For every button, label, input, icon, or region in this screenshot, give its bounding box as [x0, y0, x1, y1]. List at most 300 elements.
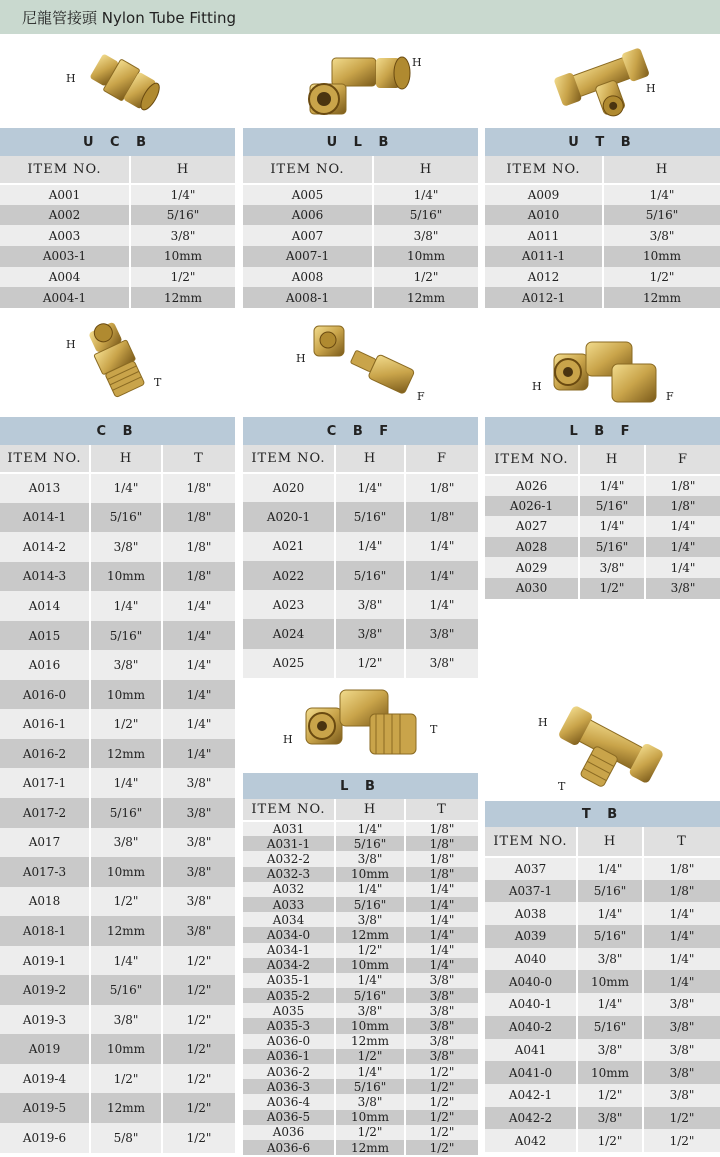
table-cell: A018-1 [0, 916, 90, 946]
table-cell: A030 [485, 578, 579, 599]
table-cell: 5/16" [335, 502, 405, 531]
table-cell: 3/8" [577, 1039, 643, 1062]
page-header [0, 0, 720, 34]
table-cell: A035-1 [243, 973, 335, 988]
table-row [0, 887, 235, 917]
lb-fitting-photo [300, 682, 426, 758]
utb-fitting-photo [552, 36, 652, 120]
table-cell: A032-2 [243, 851, 335, 866]
table-cell: A016-2 [0, 739, 90, 769]
table-cell: A040 [485, 948, 577, 971]
cbf-h-label: H [296, 352, 306, 365]
table-cell: 1/8" [643, 880, 720, 903]
table-cell: 1/2" [643, 1107, 720, 1130]
table-cell: A040-0 [485, 970, 577, 993]
cb-title: C B [0, 417, 235, 445]
table-cell: 1/4" [645, 557, 720, 578]
table-cell: A029 [485, 557, 579, 578]
table-cell: A042-1 [485, 1084, 577, 1107]
table-cell: A003 [0, 225, 130, 246]
table-cell: 3/8" [90, 1005, 162, 1035]
table-cell: 5/8" [90, 1123, 162, 1153]
table-cell: 1/4" [335, 532, 405, 561]
table-cell: A019 [0, 1034, 90, 1064]
utb-table [485, 128, 720, 308]
table-row [0, 975, 235, 1005]
column-header: ITEM NO. [485, 445, 579, 475]
table-row [485, 902, 720, 925]
table-cell: A040-2 [485, 1016, 577, 1039]
lbf-table-block [485, 417, 720, 599]
table-cell: A039 [485, 925, 577, 948]
table-row [243, 267, 478, 288]
cb-fitting-photo [76, 320, 156, 400]
table-cell: 3/8" [643, 1039, 720, 1062]
table-cell: 1/2" [405, 1064, 478, 1079]
utb-title: U T B [485, 128, 720, 156]
table-cell: 1/4" [90, 768, 162, 798]
table-cell: 3/8" [645, 578, 720, 599]
table-cell: 3/8" [335, 851, 405, 866]
table-cell: 5/16" [579, 496, 645, 517]
table-cell: A035 [243, 1003, 335, 1018]
table-cell: 5/16" [130, 205, 235, 226]
table-cell: 5/16" [577, 1016, 643, 1039]
table-cell: 1/2" [130, 267, 235, 288]
table-cell: 1/2" [405, 1079, 478, 1094]
table-cell: 1/4" [130, 184, 235, 205]
table-cell: A036-6 [243, 1140, 335, 1155]
table-cell: A031-1 [243, 836, 335, 851]
table-row [0, 225, 235, 246]
tb-table [485, 801, 720, 1152]
table-cell: A028 [485, 537, 579, 558]
table-cell: 1/4" [162, 739, 235, 769]
table-cell: A036-1 [243, 1049, 335, 1064]
utb-h-label: H [646, 82, 656, 95]
page-title: 尼龍管接頭 Nylon Tube Fitting [22, 8, 237, 27]
table-row [485, 857, 720, 880]
table-row [0, 828, 235, 858]
table-cell: 3/8" [162, 887, 235, 917]
table-cell: A037-1 [485, 880, 577, 903]
table-row [485, 184, 720, 205]
table-cell: A010 [485, 205, 603, 226]
table-cell: 10mm [130, 246, 235, 267]
ucb-table [0, 128, 235, 308]
table-cell: A002 [0, 205, 130, 226]
table-row [0, 916, 235, 946]
table-row [485, 1084, 720, 1107]
table-row [243, 1064, 478, 1079]
table-cell: A005 [243, 184, 373, 205]
table-cell: 1/4" [405, 912, 478, 927]
table-cell: A027 [485, 516, 579, 537]
table-row [243, 1140, 478, 1155]
table-cell: 5/16" [577, 925, 643, 948]
table-row [243, 1034, 478, 1049]
table-cell: 1/2" [162, 975, 235, 1005]
table-cell: 1/4" [90, 473, 162, 503]
table-cell: 1/2" [405, 1094, 478, 1109]
table-row [243, 473, 478, 502]
table-cell: 1/4" [579, 475, 645, 496]
table-cell: 3/8" [162, 916, 235, 946]
table-cell: 1/8" [405, 502, 478, 531]
lbf-h-label: H [532, 380, 542, 393]
table-cell: 5/16" [335, 561, 405, 590]
table-cell: 1/4" [90, 591, 162, 621]
table-cell: 1/4" [405, 927, 478, 942]
table-row [485, 516, 720, 537]
table-cell: 1/2" [335, 1125, 405, 1140]
table-cell: A022 [243, 561, 335, 590]
table-cell: 1/4" [579, 516, 645, 537]
table-cell: 10mm [603, 246, 720, 267]
table-cell: 1/2" [162, 946, 235, 976]
table-cell: 1/4" [162, 680, 235, 710]
cb-t-label: T [154, 376, 162, 389]
table-row [485, 1016, 720, 1039]
table-cell: 12mm [373, 287, 478, 308]
table-cell: 1/2" [405, 1140, 478, 1155]
lbf-fitting-photo [548, 334, 664, 408]
table-row [243, 225, 478, 246]
table-cell: 10mm [335, 1018, 405, 1033]
cbf-title: C B F [243, 417, 478, 445]
table-cell: 1/4" [162, 621, 235, 651]
table-row [243, 532, 478, 561]
table-cell: 3/8" [405, 619, 478, 648]
table-row [485, 1039, 720, 1062]
table-cell: A012-1 [485, 287, 603, 308]
table-cell: 1/4" [643, 948, 720, 971]
table-row [485, 537, 720, 558]
table-cell: 1/4" [577, 857, 643, 880]
table-cell: A017-2 [0, 798, 90, 828]
table-cell: 1/4" [335, 821, 405, 836]
column-header: ITEM NO. [485, 156, 603, 184]
table-cell: 1/8" [405, 836, 478, 851]
table-row [243, 184, 478, 205]
lbf-f-label: F [666, 390, 674, 403]
table-cell: 1/4" [335, 1064, 405, 1079]
table-cell: A011 [485, 225, 603, 246]
table-row [0, 650, 235, 680]
table-cell: 1/2" [162, 1034, 235, 1064]
table-cell: 1/4" [162, 709, 235, 739]
table-cell: 3/8" [130, 225, 235, 246]
table-cell: 3/8" [405, 1003, 478, 1018]
table-cell: 5/16" [90, 621, 162, 651]
ulb-table-block [243, 128, 478, 308]
table-cell: 1/4" [405, 943, 478, 958]
table-cell: 1/8" [405, 851, 478, 866]
table-cell: 1/8" [643, 857, 720, 880]
column-header: H [577, 827, 643, 857]
table-cell: A034-2 [243, 958, 335, 973]
table-cell: 1/4" [335, 473, 405, 502]
table-cell: 5/16" [335, 897, 405, 912]
column-header: H [579, 445, 645, 475]
table-cell: 5/16" [335, 836, 405, 851]
table-row [485, 496, 720, 517]
table-cell: 1/4" [373, 184, 478, 205]
table-cell: 3/8" [643, 1061, 720, 1084]
table-cell: A026 [485, 475, 579, 496]
table-cell: 3/8" [577, 948, 643, 971]
table-row [0, 1093, 235, 1123]
table-cell: 5/16" [579, 537, 645, 558]
table-cell: A026-1 [485, 496, 579, 517]
table-row [485, 205, 720, 226]
table-cell: A012 [485, 267, 603, 288]
table-cell: 1/2" [162, 1005, 235, 1035]
column-header: H [335, 445, 405, 473]
table-cell: A037 [485, 857, 577, 880]
column-header: ITEM NO. [243, 445, 335, 473]
table-row [0, 473, 235, 503]
table-cell: A023 [243, 590, 335, 619]
table-row [243, 958, 478, 973]
table-row [243, 882, 478, 897]
table-cell: A035-2 [243, 988, 335, 1003]
table-cell: A017 [0, 828, 90, 858]
table-row [0, 562, 235, 592]
utb-table-block [485, 128, 720, 308]
table-cell: 3/8" [405, 1049, 478, 1064]
table-row [485, 475, 720, 496]
table-cell: A017-1 [0, 768, 90, 798]
column-header: H [130, 156, 235, 184]
table-cell: 12mm [335, 1034, 405, 1049]
table-cell: 5/16" [603, 205, 720, 226]
table-row [243, 988, 478, 1003]
ucb-h-label: H [66, 72, 76, 85]
column-header: ITEM NO. [243, 799, 335, 821]
table-cell: 1/2" [162, 1123, 235, 1153]
cb-table-block [0, 417, 235, 1153]
lb-title: L B [243, 773, 478, 799]
ucb-title: U C B [0, 128, 235, 156]
table-row [243, 649, 478, 678]
table-cell: A006 [243, 205, 373, 226]
table-row [485, 267, 720, 288]
cbf-table-block [243, 417, 478, 678]
table-cell: 1/4" [643, 970, 720, 993]
table-cell: 1/2" [335, 649, 405, 678]
table-cell: 12mm [130, 287, 235, 308]
table-row [0, 532, 235, 562]
tb-title: T B [485, 801, 720, 827]
table-row [243, 973, 478, 988]
table-cell: 10mm [577, 970, 643, 993]
table-row [0, 1005, 235, 1035]
table-cell: 1/2" [405, 1110, 478, 1125]
cbf-table [243, 417, 478, 678]
ulb-title: U L B [243, 128, 478, 156]
table-row [243, 1003, 478, 1018]
table-row [0, 184, 235, 205]
table-cell: A016 [0, 650, 90, 680]
table-cell: 10mm [373, 246, 478, 267]
column-header: ITEM NO. [0, 156, 130, 184]
table-cell: A007 [243, 225, 373, 246]
cbf-f-label: F [417, 390, 425, 403]
table-cell: 3/8" [335, 912, 405, 927]
table-cell: A040-1 [485, 993, 577, 1016]
table-row [243, 561, 478, 590]
table-row [485, 880, 720, 903]
table-row [485, 1129, 720, 1152]
table-cell: 3/8" [90, 532, 162, 562]
table-row [0, 798, 235, 828]
table-row [243, 1018, 478, 1033]
table-cell: 10mm [335, 1110, 405, 1125]
table-cell: 1/4" [645, 537, 720, 558]
table-cell: 1/4" [162, 650, 235, 680]
table-cell: 3/8" [335, 1094, 405, 1109]
column-header: T [162, 445, 235, 473]
table-cell: 3/8" [162, 828, 235, 858]
table-cell: 3/8" [405, 973, 478, 988]
table-row [0, 591, 235, 621]
table-row [243, 1110, 478, 1125]
table-cell: A008 [243, 267, 373, 288]
table-cell: A031 [243, 821, 335, 836]
table-cell: 1/2" [579, 578, 645, 599]
ucb-fitting-photo [84, 46, 166, 118]
table-cell: 10mm [90, 1034, 162, 1064]
table-row [0, 1064, 235, 1094]
column-header: H [335, 799, 405, 821]
table-row [0, 680, 235, 710]
table-cell: A021 [243, 532, 335, 561]
table-cell: A036-0 [243, 1034, 335, 1049]
table-cell: A014-2 [0, 532, 90, 562]
table-cell: 1/2" [643, 1129, 720, 1152]
table-cell: 3/8" [162, 857, 235, 887]
table-row [243, 205, 478, 226]
table-cell: 1/8" [405, 867, 478, 882]
table-cell: 3/8" [603, 225, 720, 246]
table-cell: 10mm [90, 562, 162, 592]
table-row [0, 946, 235, 976]
table-cell: 1/8" [162, 503, 235, 533]
table-cell: 1/4" [162, 591, 235, 621]
table-cell: A034-0 [243, 927, 335, 942]
table-cell: A034-1 [243, 943, 335, 958]
table-cell: 1/4" [405, 532, 478, 561]
table-cell: 12mm [90, 739, 162, 769]
table-cell: A036 [243, 1125, 335, 1140]
table-row [485, 1107, 720, 1130]
table-cell: 1/2" [162, 1093, 235, 1123]
table-cell: A015 [0, 621, 90, 651]
table-cell: A035-3 [243, 1018, 335, 1033]
table-cell: A019-3 [0, 1005, 90, 1035]
table-cell: 1/2" [90, 709, 162, 739]
table-cell: A038 [485, 902, 577, 925]
table-cell: 3/8" [405, 988, 478, 1003]
table-row [0, 267, 235, 288]
table-cell: 1/2" [335, 1049, 405, 1064]
table-cell: 12mm [90, 916, 162, 946]
table-cell: 1/4" [405, 958, 478, 973]
table-row [485, 287, 720, 308]
table-cell: A019-1 [0, 946, 90, 976]
table-cell: A034 [243, 912, 335, 927]
lb-h-label: H [283, 733, 293, 746]
table-cell: A017-3 [0, 857, 90, 887]
ulb-h-label: H [412, 56, 422, 69]
table-cell: 5/16" [577, 880, 643, 903]
table-cell: 1/4" [335, 973, 405, 988]
table-cell: 1/8" [162, 562, 235, 592]
table-cell: A016-1 [0, 709, 90, 739]
table-cell: 3/8" [579, 557, 645, 578]
table-cell: 12mm [603, 287, 720, 308]
table-cell: A041 [485, 1039, 577, 1062]
table-cell: 1/2" [90, 887, 162, 917]
table-cell: A019-4 [0, 1064, 90, 1094]
table-cell: 3/8" [335, 619, 405, 648]
table-cell: 1/8" [405, 473, 478, 502]
table-cell: 3/8" [643, 1084, 720, 1107]
table-cell: 1/4" [405, 897, 478, 912]
table-cell: 1/8" [645, 475, 720, 496]
column-header: T [405, 799, 478, 821]
table-cell: 3/8" [405, 1034, 478, 1049]
table-cell: A011-1 [485, 246, 603, 267]
lb-t-label: T [430, 723, 438, 736]
table-row [485, 1061, 720, 1084]
table-row [0, 503, 235, 533]
table-cell: A036-5 [243, 1110, 335, 1125]
table-row [243, 1125, 478, 1140]
table-cell: 1/4" [90, 946, 162, 976]
lb-table [243, 773, 478, 1155]
table-row [485, 557, 720, 578]
table-cell: A018 [0, 887, 90, 917]
table-cell: 1/4" [405, 882, 478, 897]
column-header: H [373, 156, 478, 184]
table-cell: 1/4" [643, 925, 720, 948]
table-cell: A019-2 [0, 975, 90, 1005]
ulb-fitting-photo [302, 44, 414, 120]
table-cell: 10mm [577, 1061, 643, 1084]
table-row [243, 836, 478, 851]
table-cell: 1/4" [405, 561, 478, 590]
table-cell: 3/8" [643, 1016, 720, 1039]
table-cell: A016-0 [0, 680, 90, 710]
table-cell: A014 [0, 591, 90, 621]
column-header: T [643, 827, 720, 857]
column-header: F [645, 445, 720, 475]
table-cell: 10mm [90, 857, 162, 887]
table-row [0, 246, 235, 267]
table-cell: A019-5 [0, 1093, 90, 1123]
table-row [243, 619, 478, 648]
table-row [0, 205, 235, 226]
cb-h-label: H [66, 338, 76, 351]
table-row [0, 857, 235, 887]
table-cell: 10mm [335, 958, 405, 973]
table-cell: 5/16" [335, 988, 405, 1003]
tb-t-label: T [558, 780, 566, 793]
column-header: H [90, 445, 162, 473]
table-row [485, 225, 720, 246]
